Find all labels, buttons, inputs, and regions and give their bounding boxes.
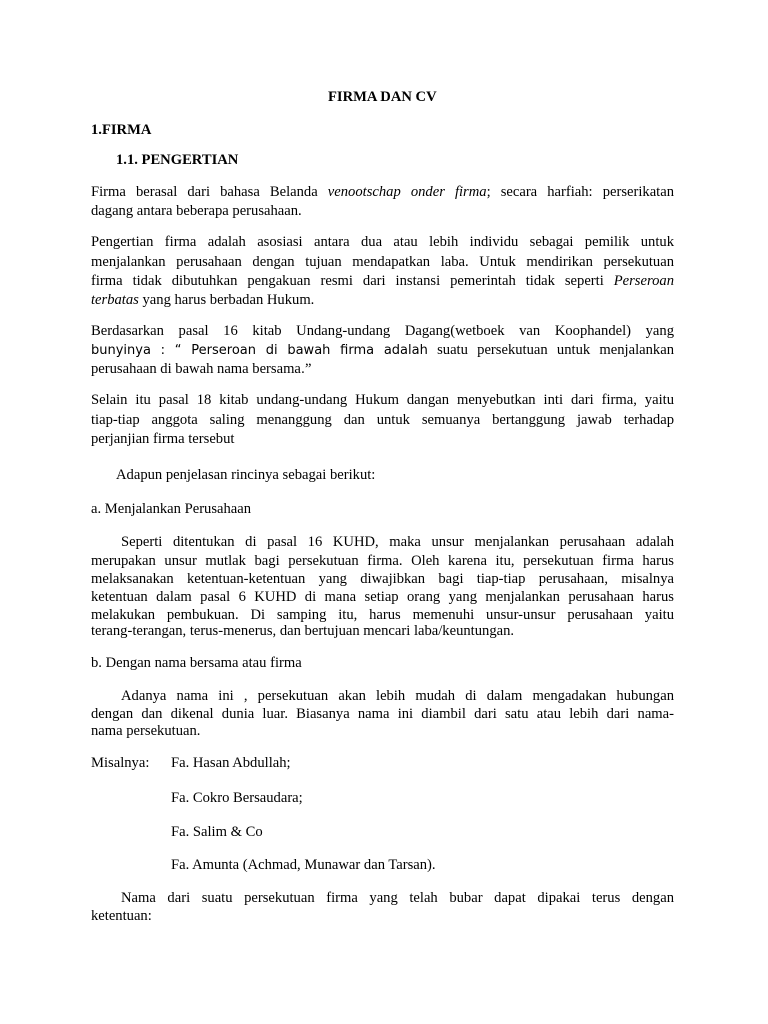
paragraph-2-line-3: firma tidak dibutuhkan pengakuan resmi dari instansi pemerintah tidak seperti Perseroan bbox=[91, 273, 674, 289]
paragraph-3-line-2: bunyinya : “ Perseroan di bawah firma adalah suatu persekutuan untuk menjalankan bbox=[91, 342, 674, 358]
example-item: Fa. Salim & Co bbox=[171, 824, 263, 840]
paragraph-7-line-2: dengan dan dikenal dunia luar. Biasanya nama ini diambil dari satu atau lebih dari nama- bbox=[91, 706, 674, 722]
paragraph-6-line-5: melakukan pembukuan. Di samping itu, harus memenuhi unsur-unsur perusahaan yaitu bbox=[91, 607, 674, 623]
paragraph-7-line-3: nama persekutuan. bbox=[91, 723, 201, 739]
paragraph-6-line-6: terang-terangan, terus-menerus, dan bertujuan mencari laba/keuntungan. bbox=[91, 623, 515, 639]
example-label: Misalnya: bbox=[91, 755, 150, 771]
paragraph-7-line-1: Adanya nama ini , persekutuan akan lebih mudah di dalam mengadakan hubungan bbox=[121, 688, 674, 704]
point-b-heading: b. Dengan nama bersama atau firma bbox=[91, 655, 302, 671]
paragraph-8-line-2: ketentuan: bbox=[91, 908, 152, 924]
paragraph-6-line-3: melaksanakan ketentuan-ketentuan yang diwajibkan bagi tiap-tiap perusahaan, misalnya bbox=[91, 571, 674, 587]
example-item: Fa. Hasan Abdullah; bbox=[171, 755, 291, 771]
subsection-heading: 1.1. PENGERTIAN bbox=[116, 152, 239, 168]
example-item: Fa. Amunta (Achmad, Munawar dan Tarsan). bbox=[171, 857, 436, 873]
paragraph-2-line-2: menjalankan perusahaan dengan tujuan mendapatkan laba. Untuk mendirikan persekutuan bbox=[91, 254, 674, 270]
document-title: FIRMA DAN CV bbox=[328, 89, 437, 105]
point-a-heading: a. Menjalankan Perusahaan bbox=[91, 501, 252, 517]
paragraph-8-line-1: Nama dari suatu persekutuan firma yang telah bubar dapat dipakai terus dengan bbox=[121, 890, 674, 906]
paragraph-4-line-1: Selain itu pasal 18 kitab undang-undang Hukum dangan menyebutkan inti dari firma, yaitu bbox=[91, 392, 674, 408]
paragraph-1-line-1: Firma berasal dari bahasa Belanda venootschap onder firma; secara harfiah: perserikatan bbox=[91, 184, 675, 200]
paragraph-4-line-2: tiap-tiap anggota saling menanggung dan untuk semuanya bertanggung jawab terhadap bbox=[91, 412, 674, 428]
example-item: Fa. Cokro Bersaudara; bbox=[171, 790, 303, 806]
section-heading: 1.FIRMA bbox=[91, 122, 152, 138]
paragraph-3-line-3: perusahaan di bawah nama bersama.” bbox=[91, 361, 312, 377]
paragraph-2-line-4: terbatas yang harus berbadan Hukum. bbox=[91, 292, 315, 308]
paragraph-6-line-1: Seperti ditentukan di pasal 16 KUHD, maka unsur menjalankan perusahaan adalah bbox=[121, 534, 674, 550]
paragraph-3-line-1: Berdasarkan pasal 16 kitab Undang-undang Dagang(wetboek van Koophandel) yang bbox=[91, 323, 674, 339]
paragraph-2-line-1: Pengertian firma adalah asosiasi antara dua atau lebih individu sebagai pemilik untuk bbox=[91, 234, 674, 250]
paragraph-5: Adapun penjelasan rincinya sebagai berikut: bbox=[116, 467, 376, 483]
paragraph-6-line-2: merupakan unsur mutlak bagi persekutuan firma. Oleh karena itu, persekutuan firma harus bbox=[91, 553, 674, 569]
paragraph-4-line-3: perjanjian firma tersebut bbox=[91, 431, 235, 447]
paragraph-6-line-4: ketentuan dalam pasal 6 KUHD di mana setiap orang yang menjalankan perusahaan harus bbox=[91, 589, 674, 605]
paragraph-1-line-2: dagang antara beberapa perusahaan. bbox=[91, 203, 302, 219]
